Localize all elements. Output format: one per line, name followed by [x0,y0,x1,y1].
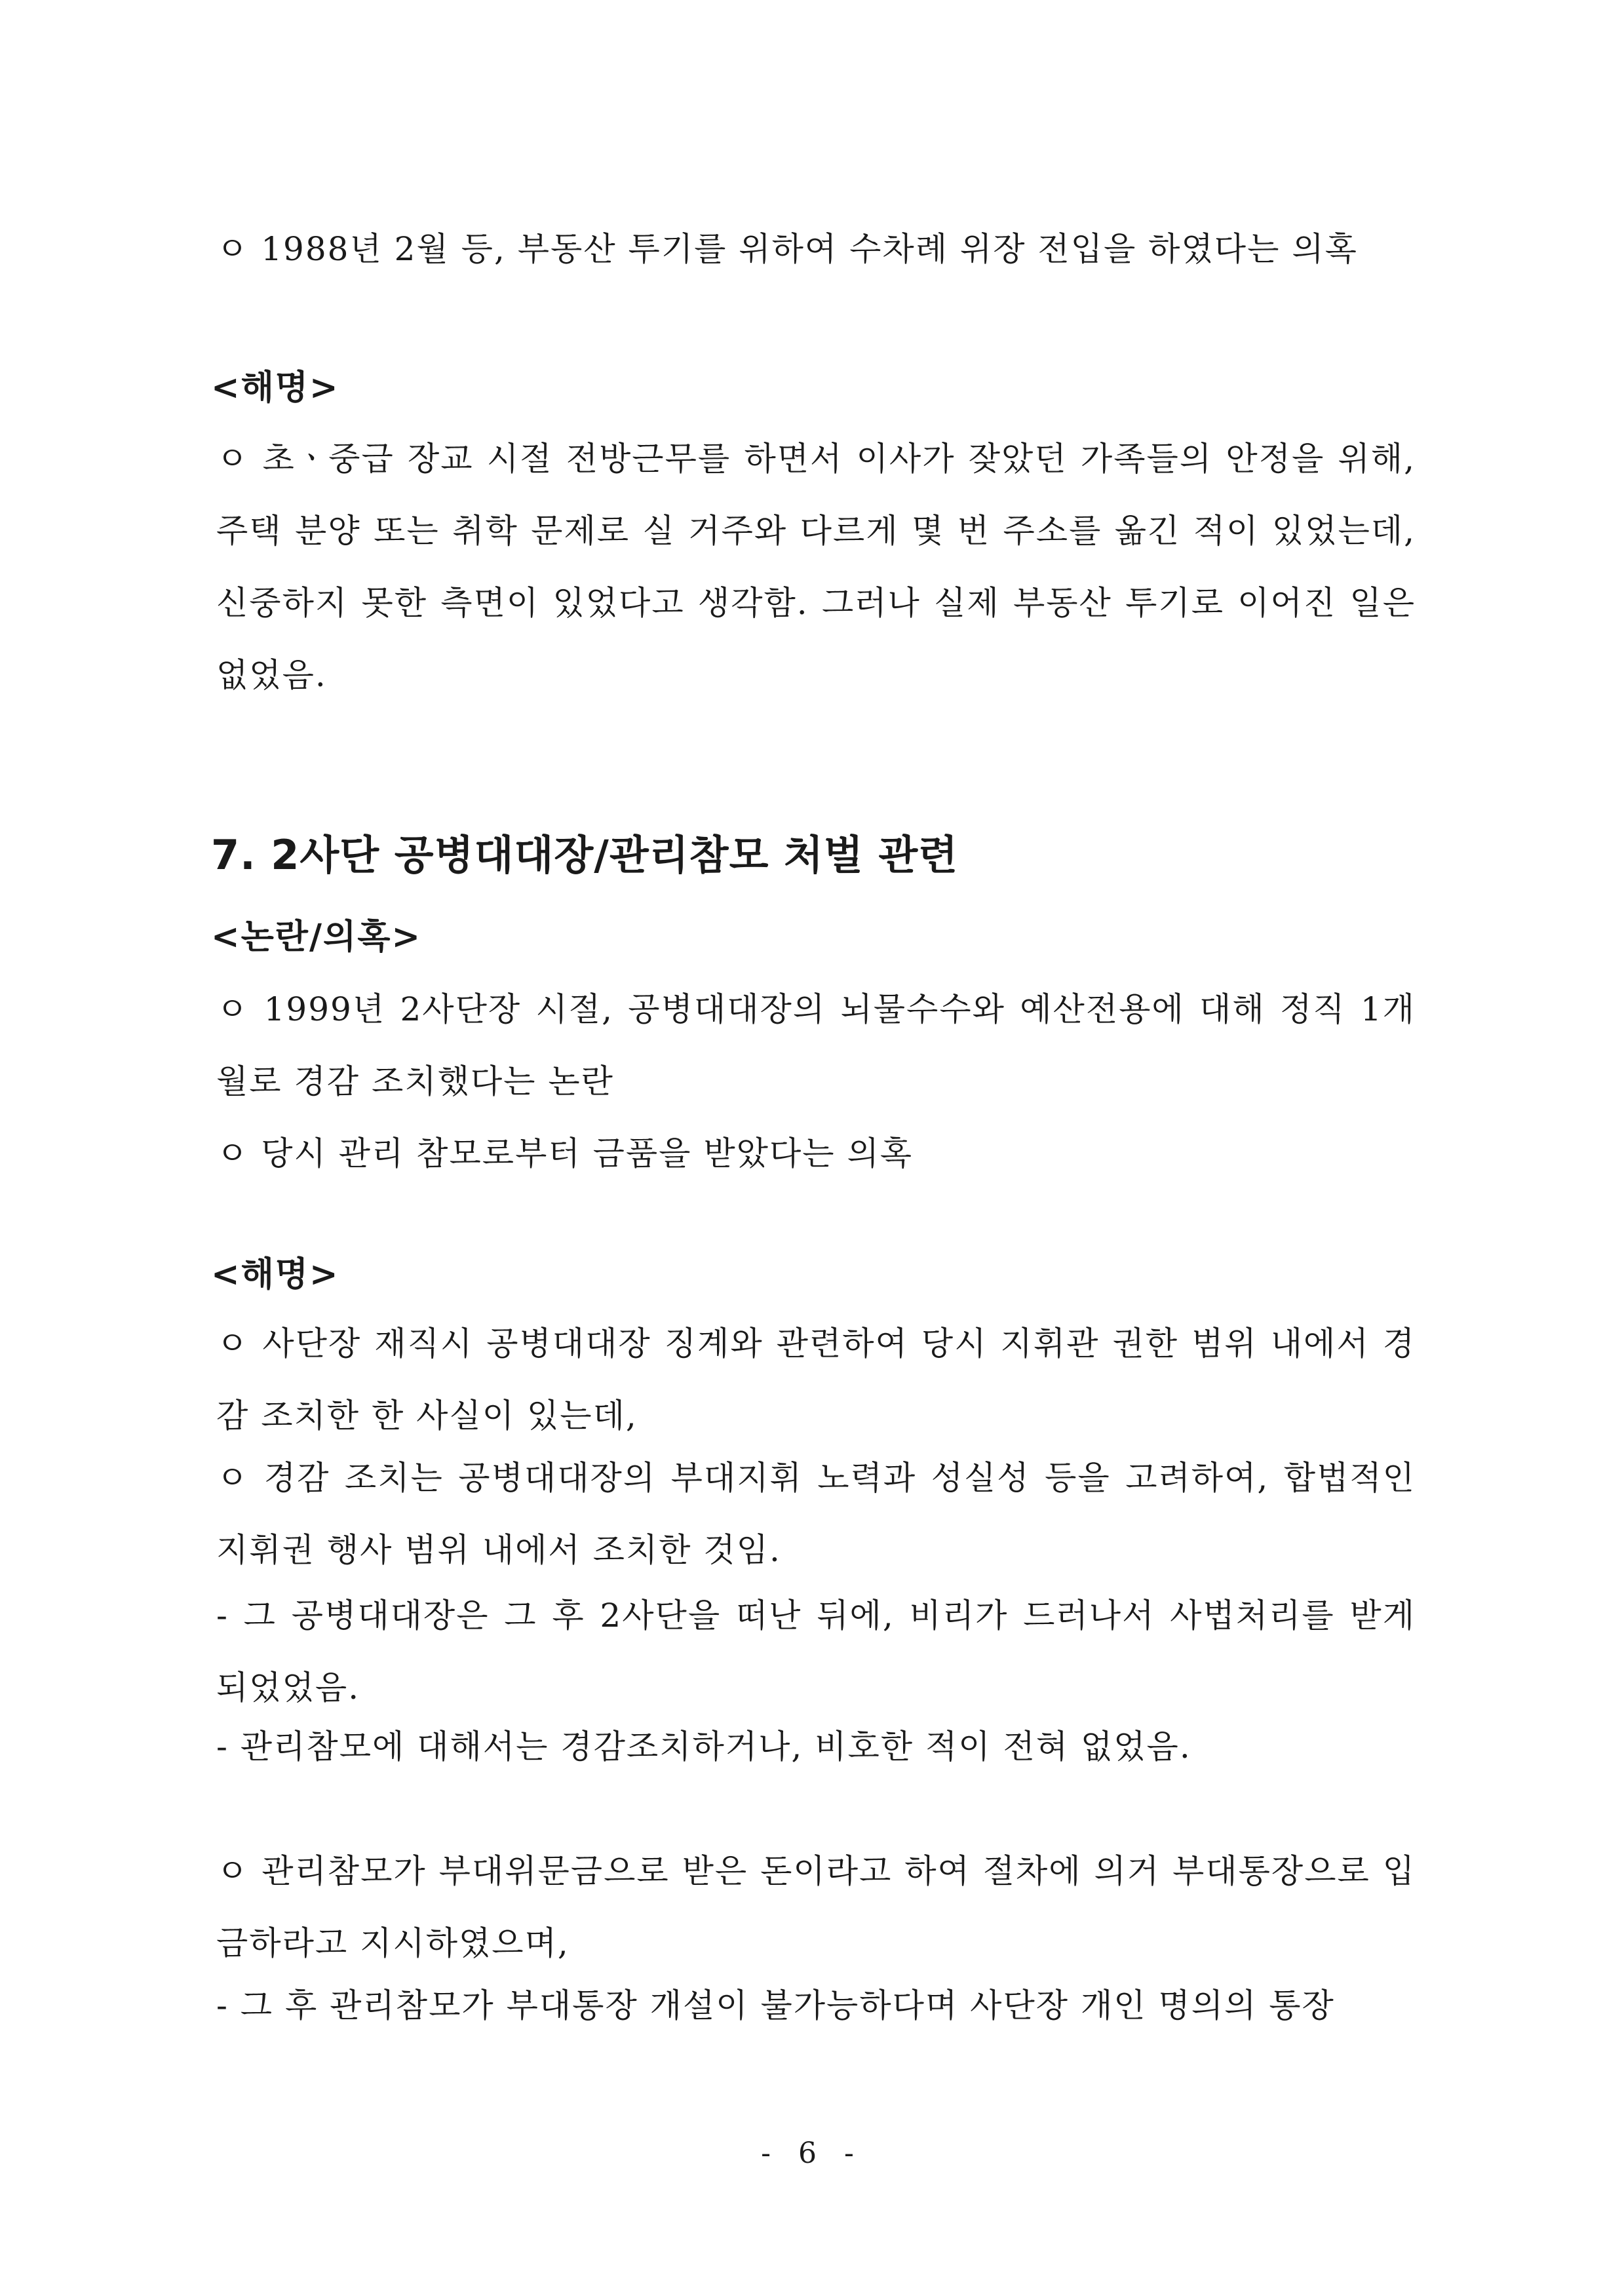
explanation-1-text: ㅇ 사단장 재직시 공병대대장 징계와 관련하여 당시 지휘관 권한 범위 내에서 경감 조치한 한 사실이 있는데, [216,1325,1416,1435]
explanation-2-text: ㅇ 경감 조치는 공병대대장의 부대지휘 노력과 성실성 등을 고려하여, 합법적인 지휘권 행사 범위 내에서 조치한 것임. [216,1459,1416,1569]
explanation-1-paragraph [216,1308,1416,1452]
controversy-2-text: ㅇ 당시 관리 참모로부터 금품을 받았다는 의혹 [216,1134,914,1172]
controversy-2-paragraph [216,1117,1416,1190]
explanation-3-text: ㅇ 관리참모가 부대위문금으로 받은 돈이라고 하여 절차에 의거 부대통장으로 입금하라고 지시하였으며, [216,1852,1416,1962]
controversy-label: <논란/의혹> [211,917,422,957]
explanation-2-paragraph [216,1442,1416,1586]
explanation-2-sub-2-text: - 관리참모에 대해서는 경감조치하거나, 비호한 적이 전혀 없었음. [216,1728,1191,1766]
prev-explanation-label: <해명> [211,368,339,408]
explanation-3-sub-1 [216,1969,1416,2042]
prev-issue-text: ㅇ 1988년 2월 등, 부동산 투기를 위하여 수차례 위장 전입을 하였다는 의혹 [216,230,1358,268]
prev-explanation-text: ㅇ 초ㆍ중급 장교 시절 전방근무를 하면서 이사가 잦았던 가족들의 안정을 위해, 주택 분양 또는 취학 문제로 실 거주와 다르게 몇 번 주소를 옮긴 적이 있었는데, 신중하지 못한 측면이 있었다고 생각함. 그러나 실제 부동산 투기로 이어진 일은 없었음. [216,440,1416,694]
explanation-2-sub-1-text: - 그 공병대대장은 그 후 2사단을 떠난 뒤에, 비리가 드러나서 사법처리를 받게 되었었음. [216,1597,1416,1707]
controversy-1-paragraph [216,973,1416,1117]
explanation-2-sub-2 [216,1711,1416,1783]
explanation-3-paragraph [216,1835,1416,1979]
page-number: - 6 - [761,2137,863,2170]
explanation-label: <해명> [211,1254,339,1294]
controversy-1-text: ㅇ 1999년 2사단장 시절, 공병대대장의 뇌물수수와 예산전용에 대해 정직 1개월로 경감 조치했다는 논란 [216,990,1416,1100]
section-7-title: 7. 2사단 공병대대장/관리참모 처벌 관련 [211,831,959,879]
explanation-3-sub-1-text: - 그 후 관리참모가 부대통장 개설이 불가능하다며 사단장 개인 명의의 통장 [216,1986,1335,2024]
explanation-2-sub-1 [216,1579,1416,1724]
prev-explanation-paragraph [216,423,1416,711]
